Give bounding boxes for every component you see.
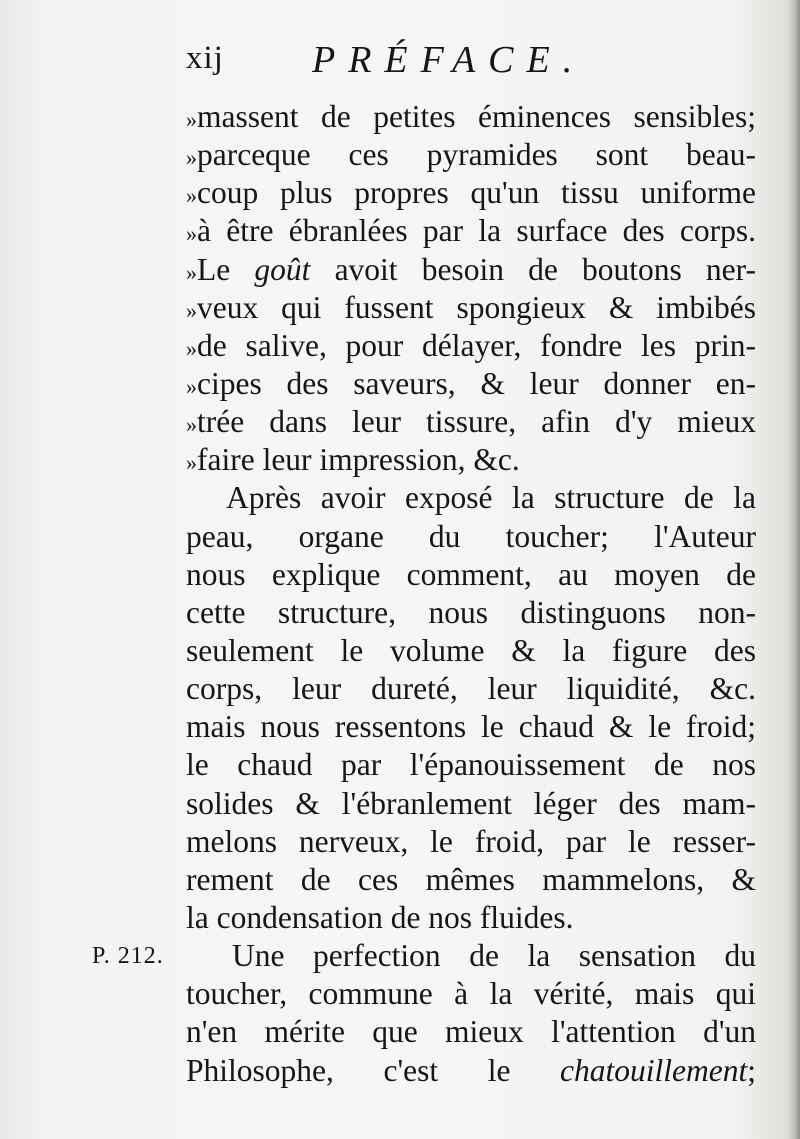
page-edge-shadow (786, 0, 800, 1139)
text-line: »Le goût avoit besoin de boutons ner- (186, 251, 756, 287)
text-line: nous explique comment, au moyen de (186, 556, 756, 592)
italic-word: chatouillement (560, 1052, 748, 1088)
text-line: »de salive, pour délayer, fondre les prin- (186, 327, 756, 363)
margin-note: P. 212. (92, 943, 164, 969)
quote-mark: » (186, 221, 195, 247)
text-line: toucher, commune à la vérité, mais qui (186, 976, 756, 1012)
text-line: la condensation de nos fluides. (186, 899, 574, 935)
quote-mark: » (186, 450, 195, 476)
quote-mark: » (186, 107, 195, 132)
text-line: »parceque ces pyramides sont beau- (186, 137, 756, 173)
quote-mark: » (186, 259, 195, 285)
page-number: xij (186, 40, 224, 76)
quote-mark: » (186, 145, 195, 171)
text-line: »coup plus propres qu'un tissu uniforme (186, 175, 756, 211)
text-line: solides & l'ébranlement léger des mam- (186, 785, 756, 821)
quote-mark: » (186, 412, 195, 438)
text-line: le chaud par l'épanouissement de nos (186, 747, 756, 783)
text-line: melons nerveux, le froid, par le resser- (186, 823, 756, 859)
quote-mark: » (186, 183, 195, 209)
quote-mark: » (186, 373, 195, 399)
body-text (186, 98, 756, 1090)
text-line: Philosophe, c'est le chatouillement; (186, 1052, 756, 1088)
quote-mark: » (186, 297, 195, 323)
text-line: »massent de petites éminences sensibles; (186, 99, 756, 134)
text-line: »veux qui fussent spongieux & imbibés (186, 289, 756, 325)
text-line: »cipes des saveurs, & leur donner en- (186, 365, 756, 401)
text-line: »faire leur impression, &c. (186, 442, 520, 478)
quote-mark: » (186, 335, 195, 361)
paragraph-start-line: Après avoir exposé la structure de la (226, 480, 756, 516)
paragraph-start-line: Une perfection de la sensation du (232, 938, 756, 974)
text-line: »à être ébranlées par la surface des corps. (186, 213, 756, 249)
text-line: corps, leur dureté, leur liquidité, &c. (186, 671, 756, 707)
text-line: mais nous ressentons le chaud & le froid; (186, 709, 756, 745)
page-header (186, 36, 766, 86)
italic-word: goût (254, 251, 311, 287)
running-title: PRÉFACE. (312, 39, 586, 81)
text-line: »trée dans leur tissure, afin d'y mieux (186, 404, 756, 440)
text-line: rement de ces mêmes mammelons, & (186, 861, 756, 897)
text-line: cette structure, nous distinguons non- (186, 594, 756, 630)
text-line: seulement le volume & la figure des (186, 632, 756, 668)
text-line: peau, organe du toucher; l'Auteur (186, 518, 756, 554)
text-line: n'en mérite que mieux l'attention d'un (186, 1014, 756, 1050)
